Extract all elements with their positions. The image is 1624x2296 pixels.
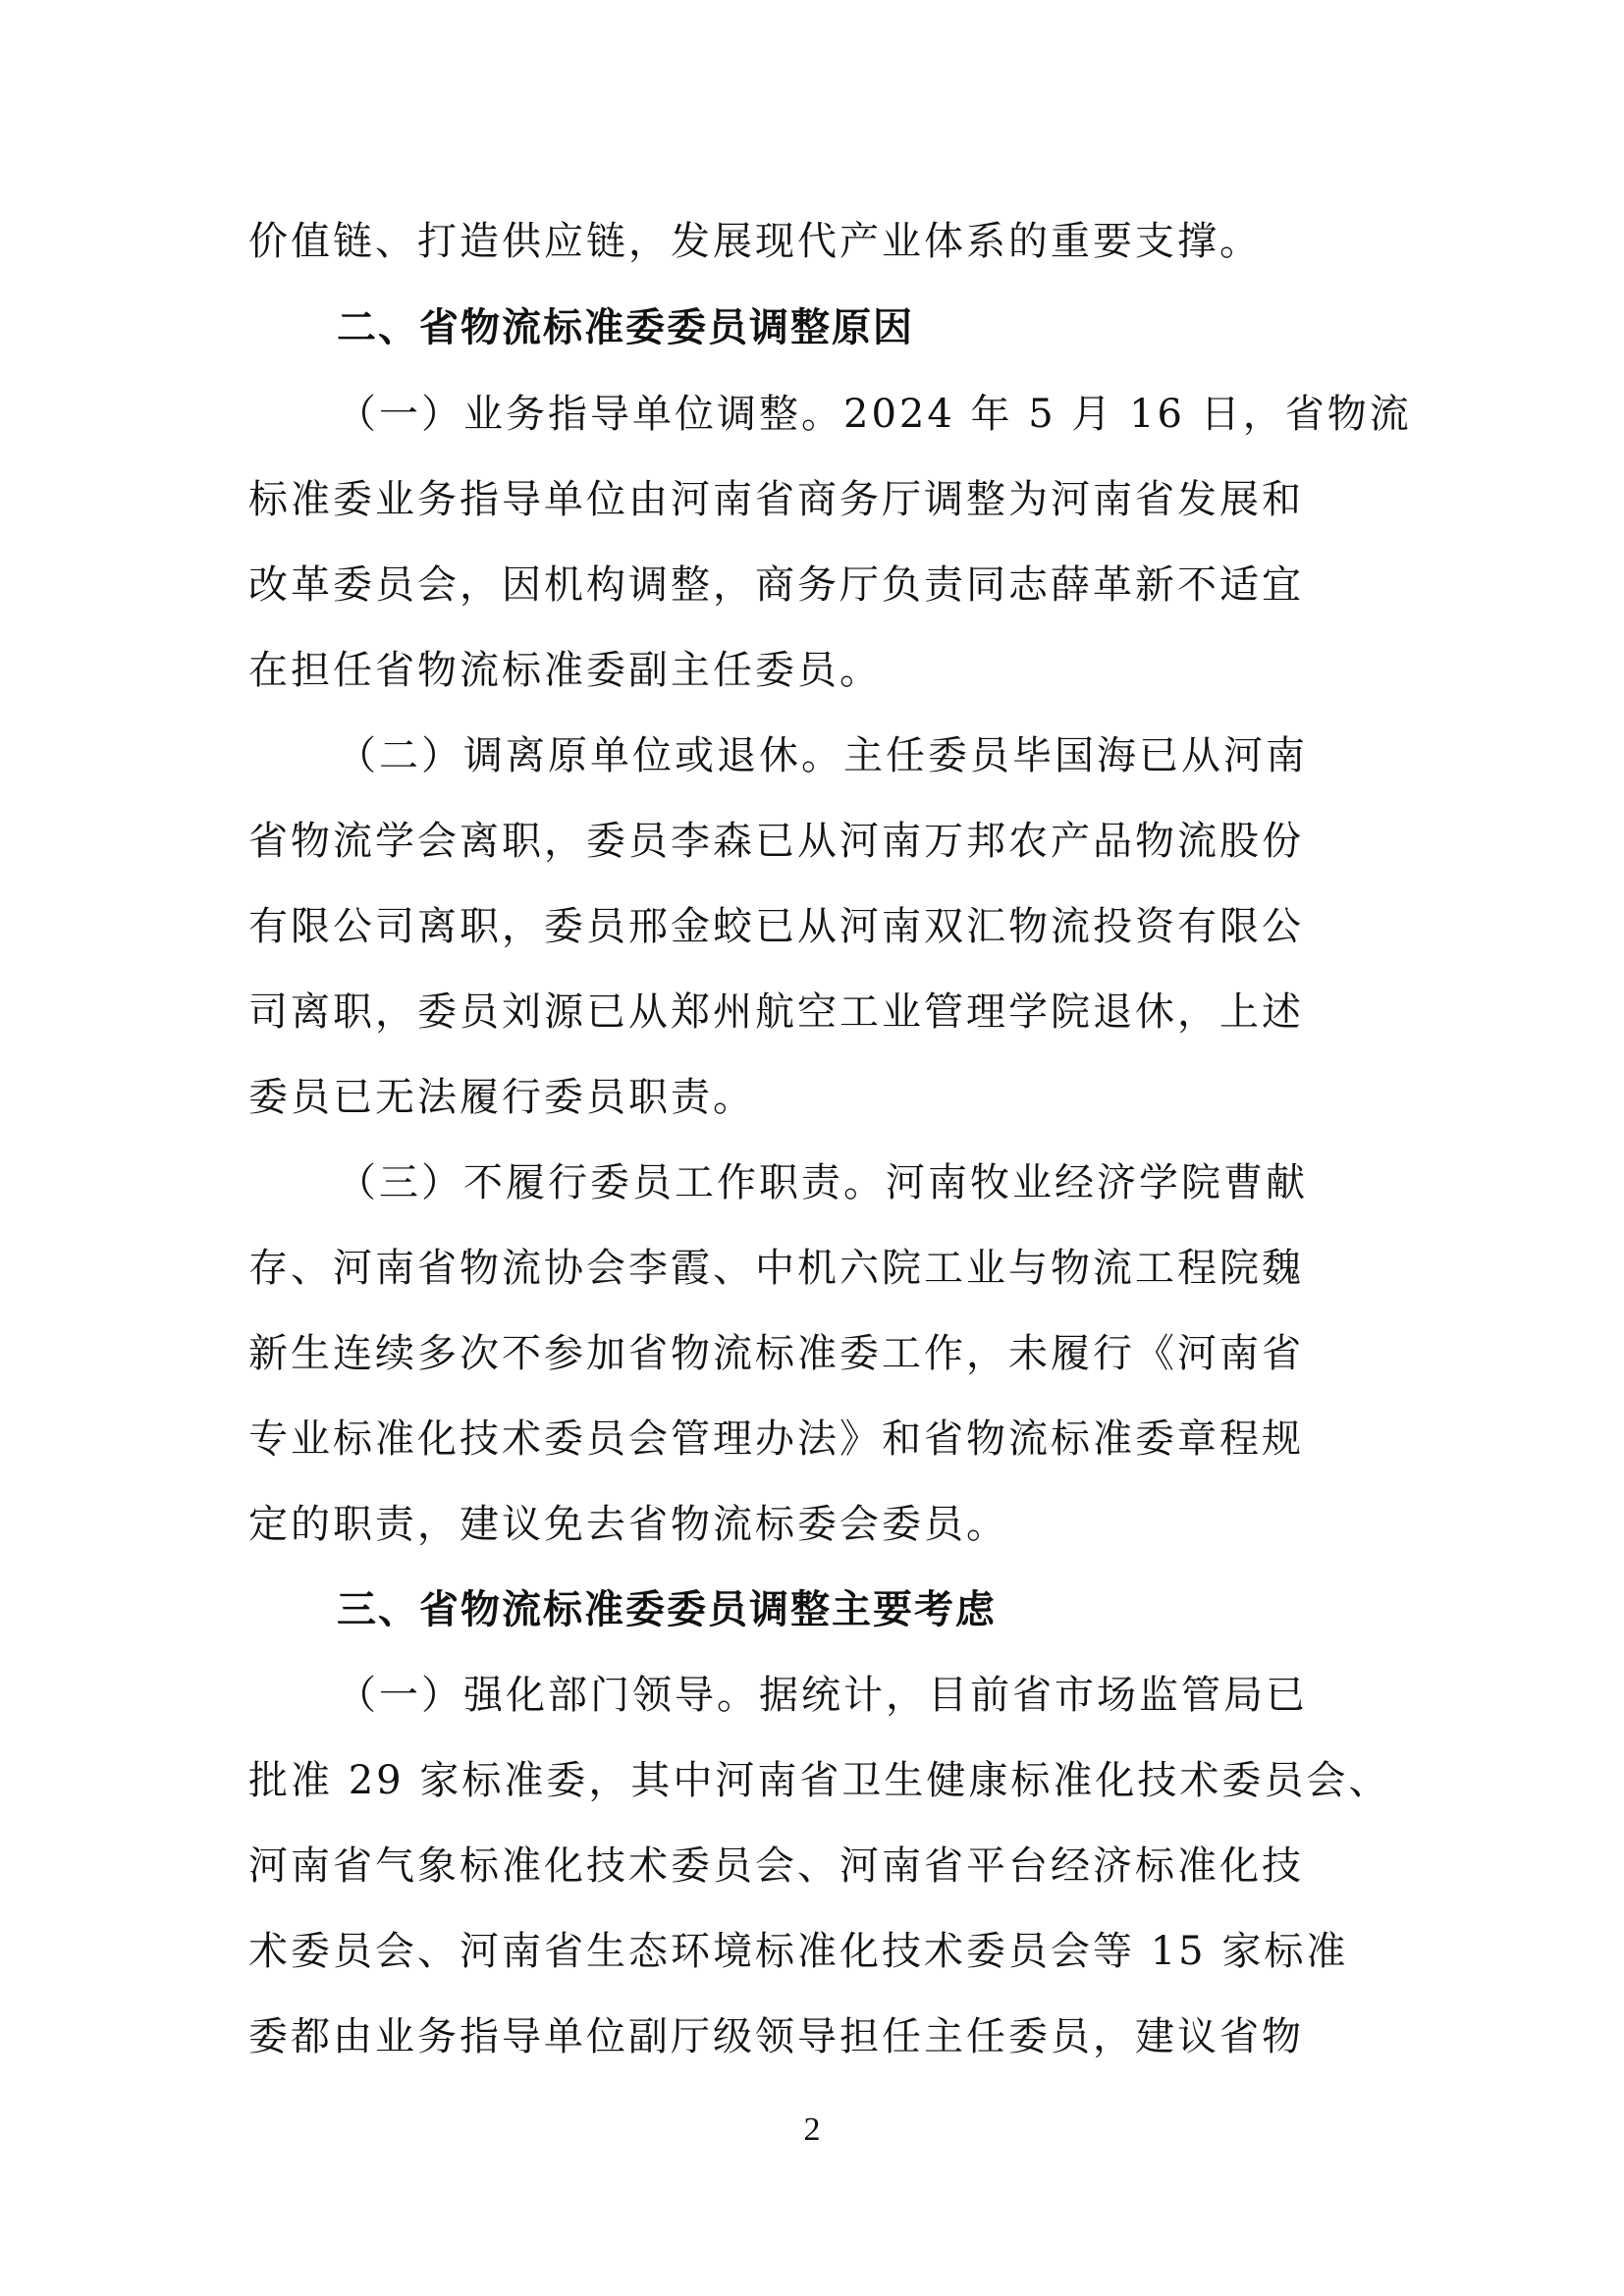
body-line: 省物流学会离职，委员李森已从河南万邦农产品物流股份	[248, 819, 1304, 864]
body-line: 河南省气象标准化技术委员会、河南省平台经济标准化技	[248, 1843, 1304, 1889]
body-line: 批准 29 家标准委，其中河南省卫生健康标准化技术委员会、	[248, 1758, 1391, 1803]
body-line: 委员已无法履行委员职责。	[248, 1075, 755, 1120]
body-line: 改革委员会，因机构调整，商务厅负责同志薛革新不适宜	[248, 562, 1304, 608]
body-line: 司离职，委员刘源已从郑州航空工业管理学院退休，上述	[248, 989, 1304, 1035]
body-line: （一）强化部门领导。据统计，目前省市场监管局已	[337, 1673, 1308, 1718]
page-number: 2	[803, 2111, 821, 2148]
body-line: （三）不履行委员工作职责。河南牧业经济学院曹献	[337, 1160, 1308, 1205]
body-line: 术委员会、河南省生态环境标准化技术委员会等 15 家标准	[248, 1929, 1349, 1974]
body-line: 专业标准化技术委员会管理办法》和省物流标准委章程规	[248, 1416, 1304, 1462]
section-heading: 二、省物流标准委委员调整原因	[337, 305, 914, 350]
body-line: 价值链、打造供应链，发展现代产业体系的重要支撑。	[248, 219, 1262, 264]
body-line: （二）调离原单位或退休。主任委员毕国海已从河南	[337, 733, 1308, 778]
body-line: 有限公司离职，委员邢金蛟已从河南双汇物流投资有限公	[248, 904, 1304, 949]
body-line: 委都由业务指导单位副厅级领导担任主任委员，建议省物	[248, 2014, 1304, 2059]
body-line: 新生连续多次不参加省物流标准委工作，未履行《河南省	[248, 1331, 1304, 1376]
body-line: （一）业务指导单位调整。2024 年 5 月 16 日，省物流	[337, 392, 1412, 437]
body-line: 标准委业务指导单位由河南省商务厅调整为河南省发展和	[248, 477, 1304, 522]
section-heading: 三、省物流标准委委员调整主要考虑	[337, 1587, 997, 1632]
body-line: 定的职责，建议免去省物流标委会委员。	[248, 1502, 1008, 1547]
body-line: 存、河南省物流协会李霞、中机六院工业与物流工程院魏	[248, 1246, 1304, 1291]
body-line: 在担任省物流标准委副主任委员。	[248, 648, 882, 693]
